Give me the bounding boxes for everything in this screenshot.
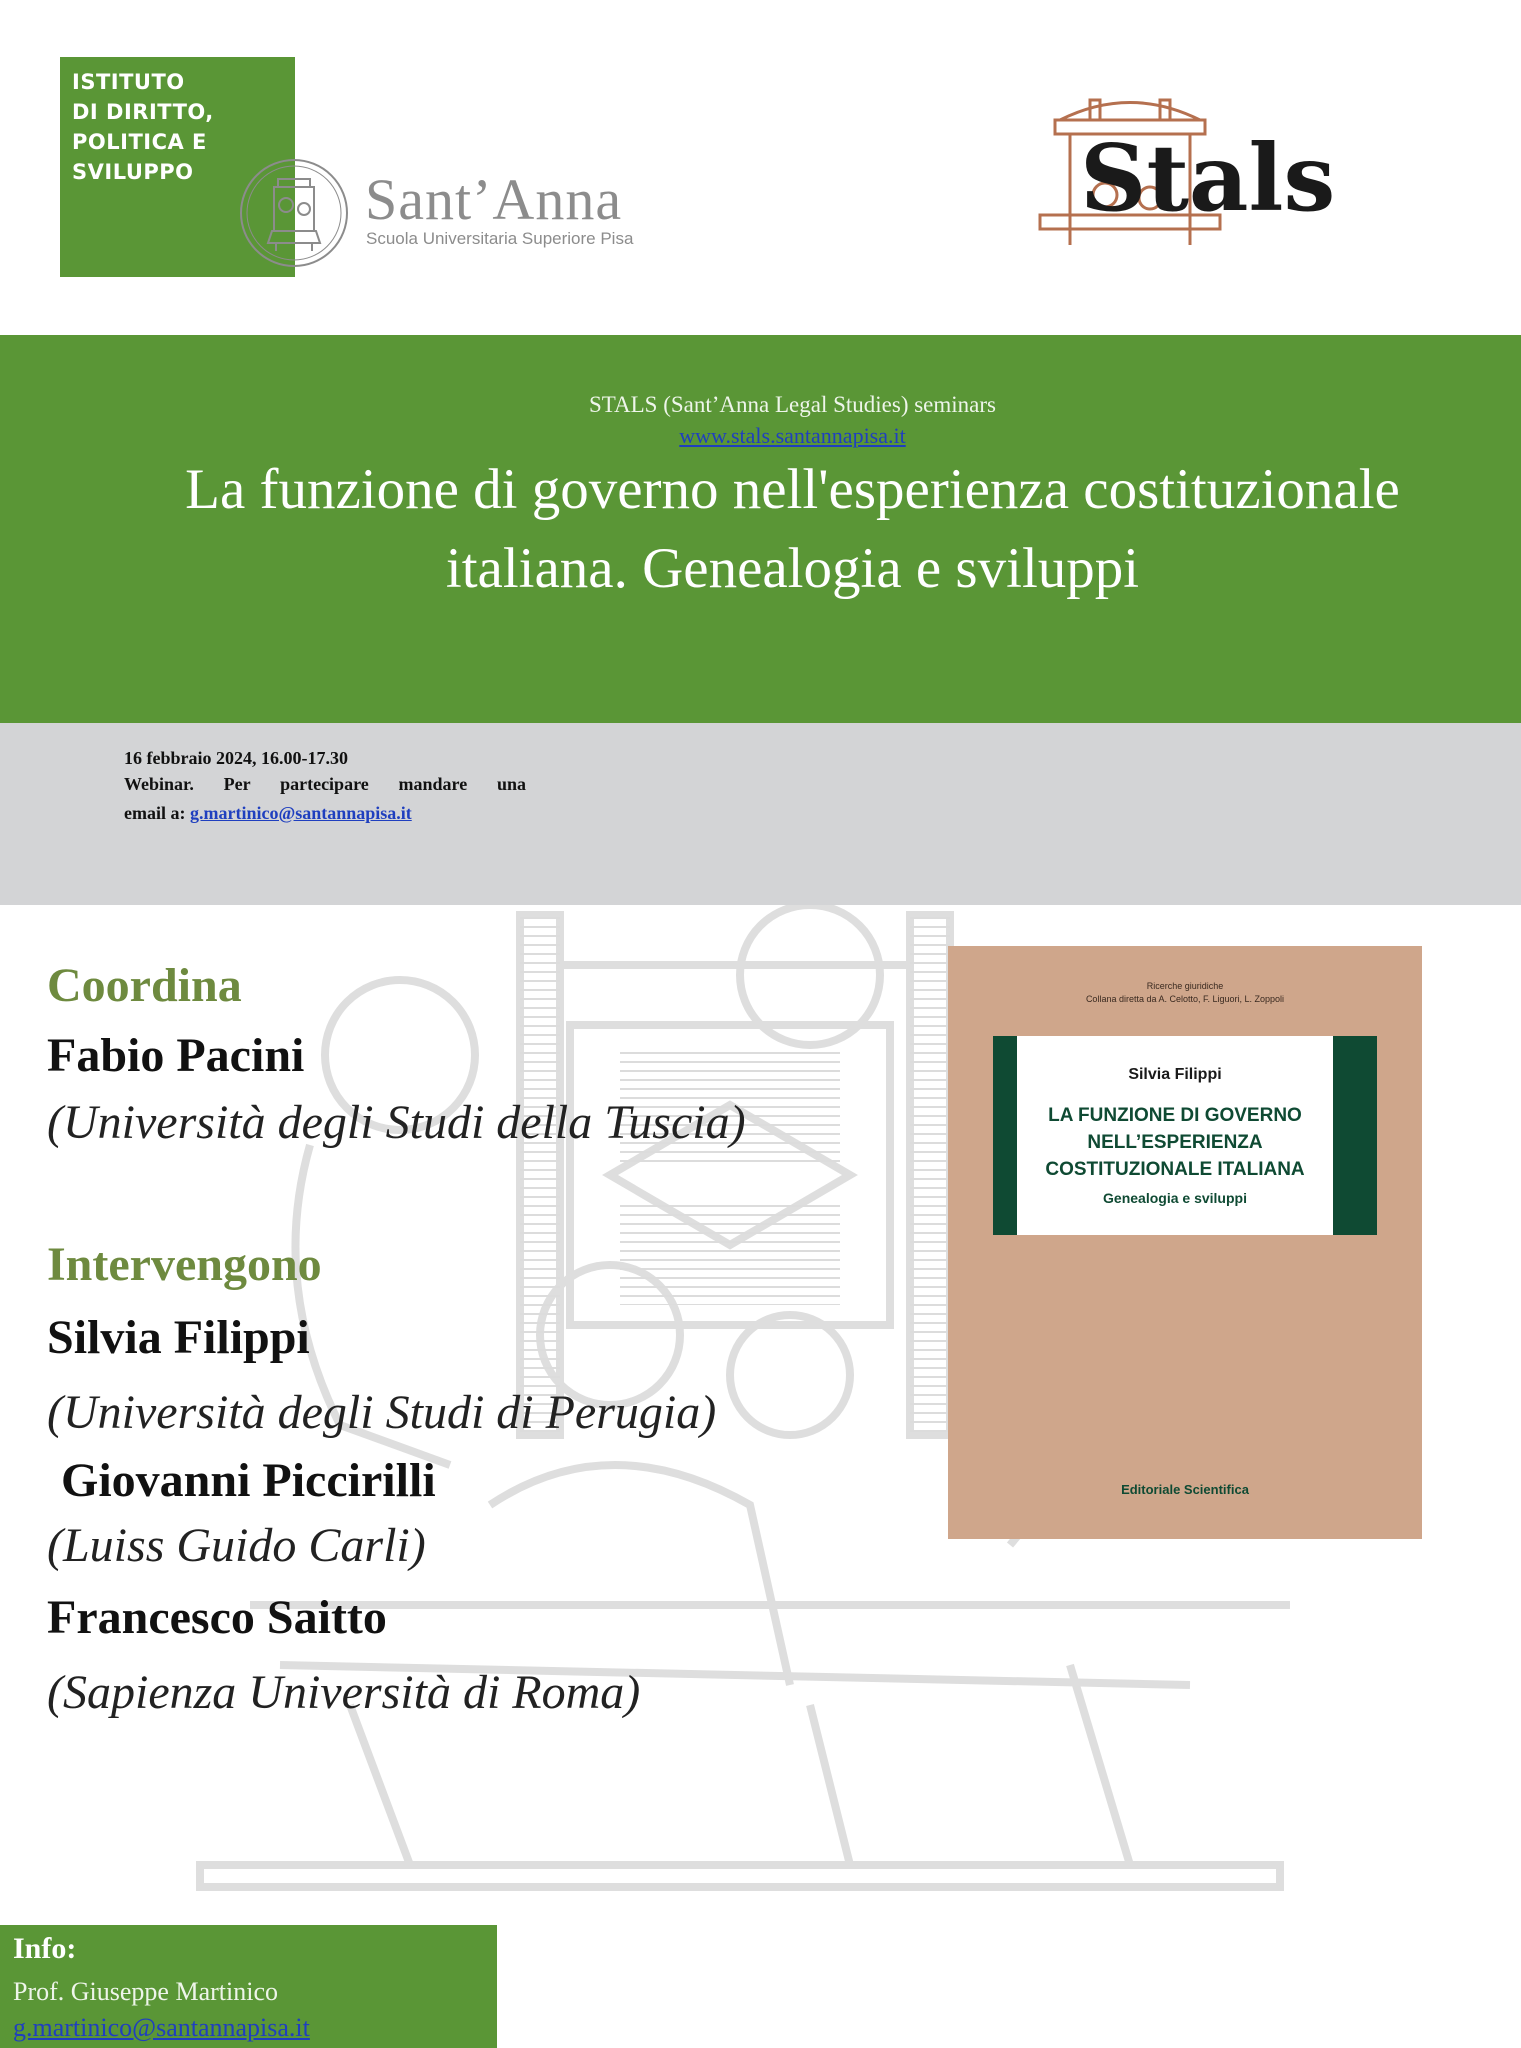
website-link-wrapper	[0, 423, 1521, 449]
webinar-text: Webinar. Per partecipare mandare una	[124, 774, 526, 794]
school-subtitle: Scuola Universitaria Superiore Pisa	[366, 229, 634, 248]
speaker-affiliation: (Luiss Guido Carli)	[47, 1519, 426, 1572]
coordinator-affiliation: (Università degli Studi della Tuscia)	[47, 1096, 746, 1149]
info-label: Info:	[13, 1932, 77, 1965]
speakers-label: Intervengono	[47, 1238, 322, 1291]
coordinator-name: Fabio Pacini	[47, 1029, 305, 1082]
coordinator-label: Coordina	[47, 959, 242, 1012]
speaker-name: Silvia Filippi	[47, 1311, 310, 1364]
speaker-affiliation: (Università degli Studi di Perugia)	[47, 1386, 717, 1439]
event-date: 16 febbraio 2024, 16.00-17.30	[124, 748, 348, 768]
speaker-name: Francesco Saitto	[47, 1591, 387, 1644]
school-name: Sant’Anna	[365, 167, 623, 232]
registration-email-link[interactable]: g.martinico@santannapisa.it	[189, 803, 412, 823]
speaker-affiliation: (Sapienza Università di Roma)	[47, 1666, 641, 1719]
stals-logo-text: Stals	[1080, 124, 1336, 232]
info-contact-name: Prof. Giuseppe Martinico	[13, 1977, 279, 2006]
book-series-editors: Collana diretta da A. Celotto, F. Liguori, L. Zoppoli	[1085, 994, 1285, 1004]
book-author: Silvia Filippi	[1128, 1066, 1222, 1083]
info-email-link[interactable]: g.martinico@santannapisa.it	[13, 2013, 310, 2042]
info-box	[0, 1925, 497, 2048]
website-link[interactable]: www.stals.santannapisa.it	[679, 423, 906, 448]
book-subtitle: Genealogia e sviluppi	[1103, 1190, 1247, 1206]
institute-name: ISTITUTO DI DIRITTO, POLITICA E SVILUPPO	[72, 70, 214, 184]
seminar-series: STALS (Sant’Anna Legal Studies) seminars	[589, 392, 996, 417]
book-title-panel	[993, 1036, 1377, 1235]
event-title: La funzione di governo nell'esperienza costituzionale italiana. Genealogia e sviluppi	[185, 458, 1400, 600]
book-series-name: Ricerche giuridiche	[1146, 981, 1224, 991]
santanna-seal-icon	[238, 157, 350, 269]
book-cover	[948, 946, 1422, 1539]
stals-logo	[1000, 80, 1420, 255]
book-series	[948, 980, 1422, 1006]
speaker-name: Giovanni Piccirilli	[61, 1454, 436, 1507]
registration-email-line	[124, 803, 412, 824]
info-email-wrapper	[13, 2013, 310, 2043]
email-prefix: email a:	[124, 803, 190, 823]
book-publisher: Editoriale Scientifica	[1121, 1482, 1249, 1497]
book-title: LA FUNZIONE DI GOVERNO NELL’ESPERIENZA COSTITUZIONALE ITALIANA	[1045, 1105, 1305, 1180]
